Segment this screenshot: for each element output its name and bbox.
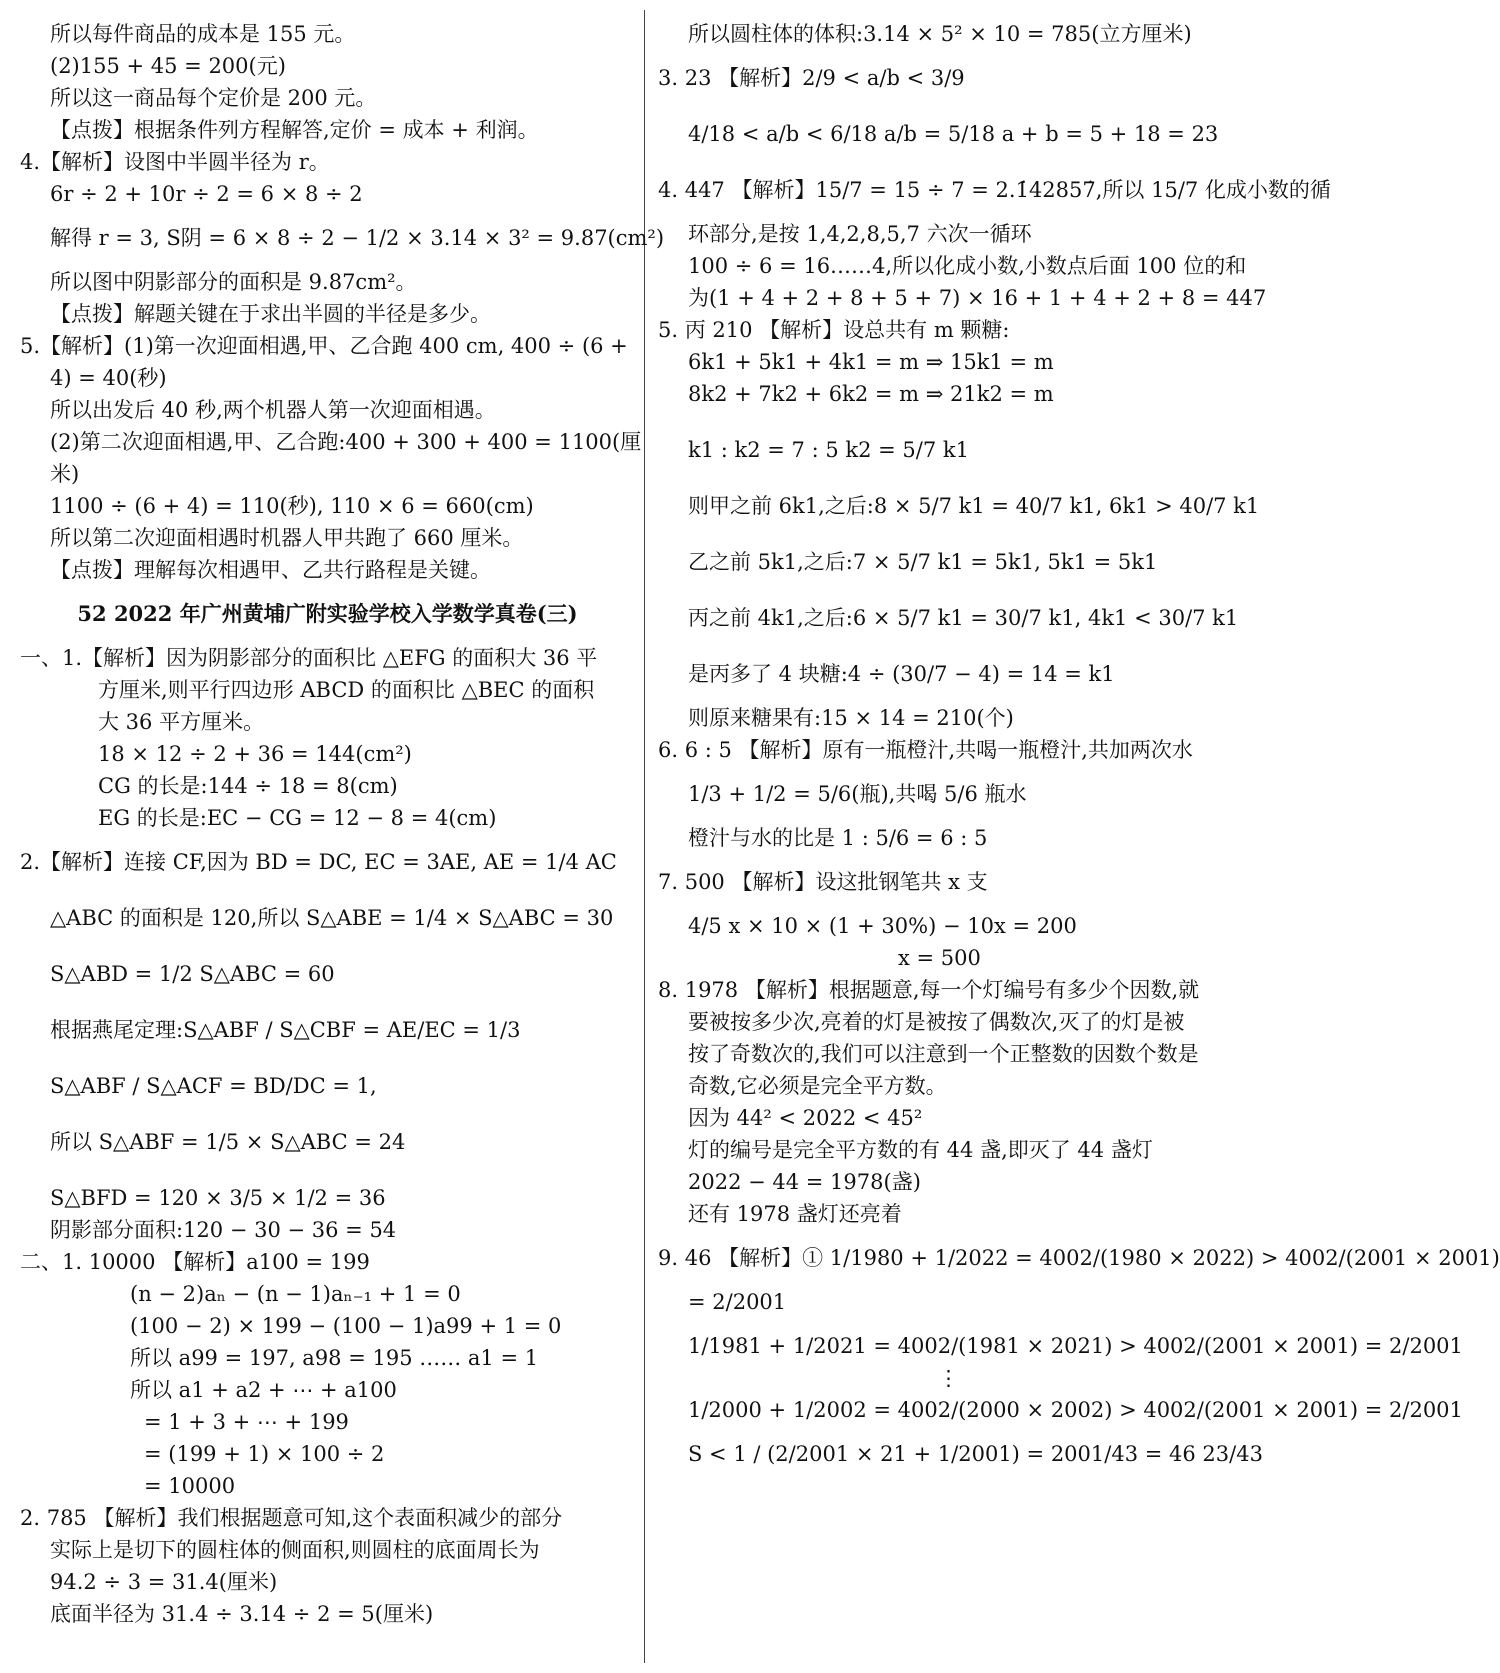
text-line: 按了奇数次的,我们可以注意到一个正整数的因数个数是 xyxy=(688,1042,1199,1066)
text-line: 3. 23 【解析】2/9 < a/b < 3/9 xyxy=(658,66,965,90)
text-line: 94.2 ÷ 3 = 31.4(厘米) xyxy=(50,1570,278,1594)
text-line: (2)第二次迎面相遇,甲、乙合跑:400 + 300 + 400 = 1100(厘 xyxy=(50,430,642,454)
text-line: 奇数,它必须是完全平方数。 xyxy=(688,1074,947,1098)
text-line: CG 的长是:144 ÷ 18 = 8(cm) xyxy=(98,774,398,798)
text-line: 所以 S△ABF = 1/5 × S△ABC = 24 xyxy=(50,1130,406,1154)
text-line: 1/1981 + 1/2021 = 4002/(1981 × 2021) > 4002/(2001 × 2001) = 2/2001 xyxy=(688,1334,1463,1358)
text-line: (100 − 2) × 199 − (100 − 1)a99 + 1 = 0 xyxy=(130,1314,562,1338)
text-line: 2. 785 【解析】我们根据题意可知,这个表面积减少的部分 xyxy=(20,1506,563,1530)
right-column xyxy=(658,18,1500,1470)
text-line: 解得 r = 3, S阴 = 6 × 8 ÷ 2 − 1/2 × 3.14 × 3² = 9.87(cm²) xyxy=(50,226,665,250)
text-line: 5.【解析】(1)第一次迎面相遇,甲、乙合跑 400 cm, 400 ÷ (6 + xyxy=(20,334,628,358)
text-line: 6k1 + 5k1 + 4k1 = m ⇒ 15k1 = m xyxy=(688,350,1054,374)
text-line: 则甲之前 6k1,之后:8 × 5/7 k1 = 40/7 k1, 6k1 > 40/7 k1 xyxy=(688,494,1260,518)
text-line: 所以 a1 + a2 + ⋯ + a100 xyxy=(130,1378,397,1402)
text-line: 阴影部分面积:120 − 30 − 36 = 54 xyxy=(50,1218,397,1242)
text-line: 9. 46 【解析】① 1/1980 + 1/2022 = 4002/(1980 × 2022) > 4002/(2001 × 2001) xyxy=(658,1246,1500,1270)
text-line: 根据燕尾定理:S△ABF / S△CBF = AE/EC = 1/3 xyxy=(50,1018,521,1042)
text-line: △ABC 的面积是 120,所以 S△ABE = 1/4 × S△ABC = 30 xyxy=(50,906,614,930)
text-line: 【点拨】解题关键在于求出半圆的半径是多少。 xyxy=(50,302,491,326)
text-line: 因为 44² < 2022 < 45² xyxy=(688,1106,923,1130)
text-line: 所以这一商品每个定价是 200 元。 xyxy=(50,86,377,110)
text-line: 环部分,是按 1,4,2,8,5,7 六次一循环 xyxy=(688,222,1032,246)
text-line: 底面半径为 31.4 ÷ 3.14 ÷ 2 = 5(厘米) xyxy=(50,1602,434,1626)
text-line: 方厘米,则平行四边形 ABCD 的面积比 △BEC 的面积 xyxy=(98,678,595,702)
text-line: 乙之前 5k1,之后:7 × 5/7 k1 = 5k1, 5k1 = 5k1 xyxy=(688,550,1158,574)
text-line: 灯的编号是完全平方数的有 44 盏,即灭了 44 盏灯 xyxy=(688,1138,1153,1162)
text-line: 所以每件商品的成本是 155 元。 xyxy=(50,22,356,46)
text-line: = (199 + 1) × 100 ÷ 2 xyxy=(144,1442,385,1466)
text-line: 2.【解析】连接 CF,因为 BD = DC, EC = 3AE, AE = 1/4 AC xyxy=(20,850,617,874)
text-line: 4) = 40(秒) xyxy=(50,366,167,390)
text-line: 1100 ÷ (6 + 4) = 110(秒), 110 × 6 = 660(cm) xyxy=(50,494,534,518)
section-heading: 52 2022 年广州黄埔广附实验学校入学数学真卷(三) xyxy=(77,601,578,626)
text-line: S△ABD = 1/2 S△ABC = 60 xyxy=(50,962,335,986)
column-divider xyxy=(644,10,645,1663)
text-line: 是丙多了 4 块糖:4 ÷ (30/7 − 4) = 14 = k1 xyxy=(688,662,1115,686)
text-line: 丙之前 4k1,之后:6 × 5/7 k1 = 30/7 k1, 4k1 < 30/7 k1 xyxy=(688,606,1239,630)
text-line: = 1 + 3 + ⋯ + 199 xyxy=(144,1410,349,1434)
text-line: 实际上是切下的圆柱体的侧面积,则圆柱的底面周长为 xyxy=(50,1538,540,1562)
text-line: S△ABF / S△ACF = BD/DC = 1, xyxy=(50,1074,377,1098)
text-line: 8. 1978 【解析】根据题意,每一个灯编号有多少个因数,就 xyxy=(658,978,1200,1002)
text-line: 所以 a99 = 197, a98 = 195 …… a1 = 1 xyxy=(130,1346,539,1370)
text-line: 4. 447 【解析】15/7 = 15 ÷ 7 = 2.1̇42857̇,所以 15/7 化成小数的循 xyxy=(658,178,1331,202)
text-line: 大 36 平方厘米。 xyxy=(98,710,265,734)
text-line: 一、1.【解析】因为阴影部分的面积比 △EFG 的面积大 36 平 xyxy=(20,646,598,670)
text-line: 【点拨】理解每次相遇甲、乙共行路程是关键。 xyxy=(50,558,491,582)
text-line: 还有 1978 盏灯还亮着 xyxy=(688,1202,902,1226)
text-line: = 10000 xyxy=(144,1474,236,1498)
text-line: 6r ÷ 2 + 10r ÷ 2 = 6 × 8 ÷ 2 xyxy=(50,182,363,206)
text-line: (2)155 + 45 = 200(元) xyxy=(50,54,286,78)
text-line: 8k2 + 7k2 + 6k2 = m ⇒ 21k2 = m xyxy=(688,382,1054,406)
text-line: 【点拨】根据条件列方程解答,定价 = 成本 + 利润。 xyxy=(50,118,539,142)
text-line: 18 × 12 ÷ 2 + 36 = 144(cm²) xyxy=(98,742,412,766)
text-line: 7. 500 【解析】设这批钢笔共 x 支 xyxy=(658,870,988,894)
text-line: = 2/2001 xyxy=(688,1290,787,1314)
text-line: ⋮ xyxy=(938,1366,959,1390)
text-line: (n − 2)aₙ − (n − 1)aₙ₋₁ + 1 = 0 xyxy=(130,1282,461,1306)
text-line: 4.【解析】设图中半圆半径为 r。 xyxy=(20,150,330,174)
text-line: 所以第二次迎面相遇时机器人甲共跑了 660 厘米。 xyxy=(50,526,524,550)
left-column xyxy=(20,18,665,1630)
text-line: 米) xyxy=(50,462,80,486)
text-line: 4/18 < a/b < 6/18 a/b = 5/18 a + b = 5 + 18 = 23 xyxy=(688,122,1219,146)
text-line: 橙汁与水的比是 1 : 5/6 = 6 : 5 xyxy=(688,826,988,850)
text-line: x = 500 xyxy=(898,946,981,970)
text-line: 1/3 + 1/2 = 5/6(瓶),共喝 5/6 瓶水 xyxy=(688,782,1027,806)
text-line: 4/5 x × 10 × (1 + 30%) − 10x = 200 xyxy=(688,914,1077,938)
text-line: S△BFD = 120 × 3/5 × 1/2 = 36 xyxy=(50,1186,386,1210)
text-line: 6. 6 : 5 【解析】原有一瓶橙汁,共喝一瓶橙汁,共加两次水 xyxy=(658,738,1193,762)
text-line: S < 1 / (2/2001 × 21 + 1/2001) = 2001/43 = 46 23/43 xyxy=(688,1442,1263,1466)
text-line: 100 ÷ 6 = 16……4,所以化成小数,小数点后面 100 位的和 xyxy=(688,254,1247,278)
text-line: 所以出发后 40 秒,两个机器人第一次迎面相遇。 xyxy=(50,398,496,422)
text-line: 要被按多少次,亮着的灯是被按了偶数次,灭了的灯是被 xyxy=(688,1010,1185,1034)
text-line: 2022 − 44 = 1978(盏) xyxy=(688,1170,921,1194)
text-line: 1/2000 + 1/2002 = 4002/(2000 × 2002) > 4002/(2001 × 2001) = 2/2001 xyxy=(688,1398,1463,1422)
text-line: 则原来糖果有:15 × 14 = 210(个) xyxy=(688,706,1014,730)
text-line: 所以圆柱体的体积:3.14 × 5² × 10 = 785(立方厘米) xyxy=(688,22,1192,46)
text-line: 为(1 + 4 + 2 + 8 + 5 + 7) × 16 + 1 + 4 + 2 + 8 = 447 xyxy=(688,286,1267,310)
text-line: 二、1. 10000 【解析】a100 = 199 xyxy=(20,1250,370,1274)
text-line: k1 : k2 = 7 : 5 k2 = 5/7 k1 xyxy=(688,438,969,462)
text-line: EG 的长是:EC − CG = 12 − 8 = 4(cm) xyxy=(98,806,497,830)
text-line: 所以图中阴影部分的面积是 9.87cm²。 xyxy=(50,270,417,294)
text-line: 5. 丙 210 【解析】设总共有 m 颗糖: xyxy=(658,318,1010,342)
